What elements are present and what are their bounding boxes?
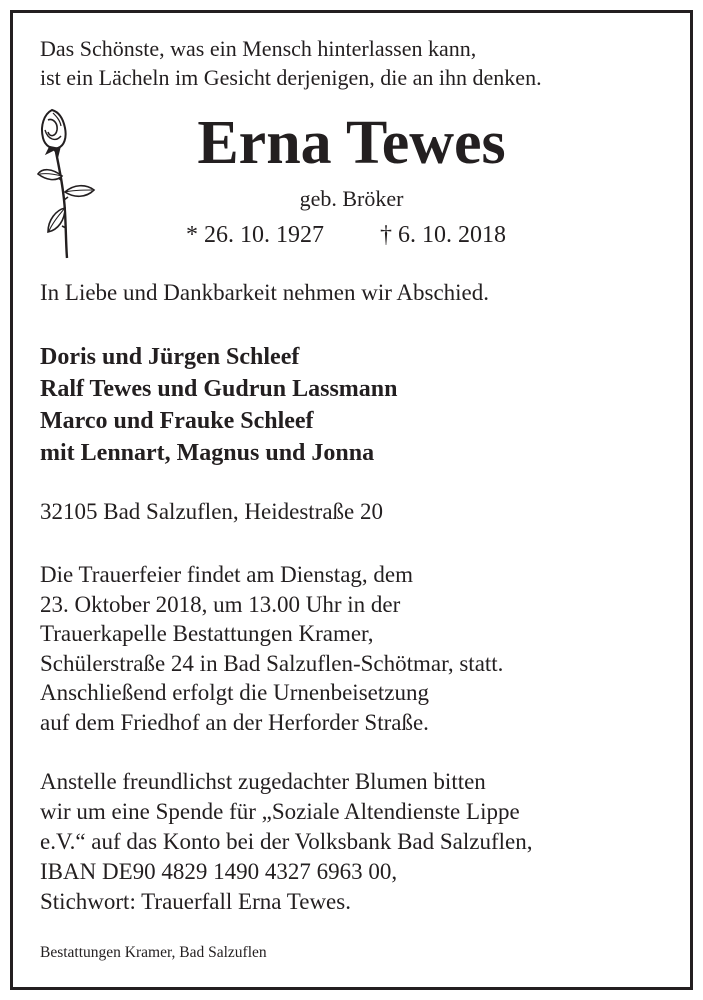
donation-line: e.V.“ auf das Konto bei der Volksbank Bad Salzuflen, [40,829,533,854]
family-address: 32105 Bad Salzuflen, Heidestraße 20 [40,499,383,524]
death-date: † 6. 10. 2018 [380,222,506,248]
mourner-line: mit Lennart, Magnus und Jonna [40,440,375,466]
mourner-line: Doris und Jürgen Schleef [40,344,300,370]
motto-line-1: Das Schönste, was ein Mensch hinterlassen kann, [40,36,477,61]
mourner-line: Ralf Tewes und Gudrun Lassmann [40,376,398,402]
maiden-name: geb. Bröker [299,186,404,211]
funeral-line: Anschließend erfolgt die Urnenbeisetzung [40,680,429,706]
donation-line: wir um eine Spende für „Soziale Altendienste Lippe [40,799,520,824]
funeral-line: Schülerstraße 24 in Bad Salzuflen-Schötmar, statt. [40,650,504,676]
mourners-list [40,341,397,469]
deceased-name: Erna Tewes [197,109,506,177]
birth-date: * 26. 10. 1927 [186,222,324,248]
donation-line: IBAN DE90 4829 1490 4327 6963 00, [40,859,398,884]
motto-line-2: ist ein Lächeln im Gesicht derjenigen, die an ihn denken. [40,65,542,90]
donation-line: Stichwort: Trauerfall Erna Tewes. [40,889,351,914]
donation-request [40,767,533,917]
mourner-line: Marco und Frauke Schleef [40,408,314,434]
farewell-text: In Liebe und Dankbarkeit nehmen wir Abschied. [40,280,490,305]
funeral-notice [40,560,503,738]
funeral-line: auf dem Friedhof an der Herforder Straße. [40,709,429,735]
funeral-home-credit: Bestattungen Kramer, Bad Salzuflen [40,944,267,961]
donation-line: Anstelle freundlichst zugedachter Blumen bitten [40,769,486,794]
funeral-line: 23. Oktober 2018, um 13.00 Uhr in der [40,591,401,617]
funeral-line: Die Trauerfeier findet am Dienstag, dem [40,562,413,587]
funeral-line: Trauerkapelle Bestattungen Kramer, [40,621,374,647]
motto-quote [40,34,542,92]
